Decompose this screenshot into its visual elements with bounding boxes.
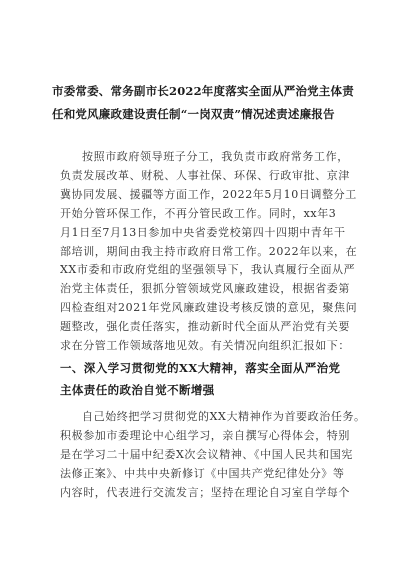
paragraph-1-line-11: 求在分管工作领域落地见效。有关情况向组织汇报如下： — [60, 339, 350, 352]
paragraph-1-line-4: 开始分管环保工作，不再分管民政工作。同时，xx年3 — [60, 206, 337, 220]
paragraph-1-line-2: 负责发展改革、财税、人事社保、环保、行政审批、京津 — [60, 168, 350, 182]
paragraph-2-line-1: 自己始终把学习贯彻党的XX大精神作为首要政治任务。 — [82, 410, 366, 423]
paragraph-1-line-6: 部培训，期间由我主持市政府日常工作。2022年以来，在 — [60, 244, 358, 258]
section-heading-1-line-1: 一、深入学习贯彻党的XX大精神，落实全面从严治党 — [60, 361, 341, 375]
section-heading-1-line-2: 主体责任的政治自觉不断增强 — [60, 383, 215, 397]
document-title-line-2: 任和党风廉政建设责任制“一岗双责”情况述责述廉报告 — [52, 107, 335, 121]
paragraph-1-line-8: 治党主体责任，狠抓分管领域党风廉政建设，根据省委第 — [60, 282, 350, 296]
paragraph-1-line-1: 按照市政府领导班子分工，我负责市政府常务工作， — [82, 150, 349, 163]
paragraph-1-line-5: 月1日至7月13日参加中央省委党校第四十四期中青年干 — [60, 225, 346, 239]
paragraph-1-line-9: 四检查组对2021年党风廉政建设考核反馈的意见，聚焦问 — [60, 301, 358, 315]
paragraph-2-line-3: 是在学习二十届中纪委X次会议精神、《中国人民共和国宪 — [60, 447, 353, 461]
paragraph-1-line-10: 题整改，强化责任落实，推动新时代全面从严治党有关要 — [60, 320, 350, 334]
document-title-line-1: 市委常委、常务副市长2022年度落实全面从严治党主体责 — [52, 84, 354, 98]
paragraph-2-line-5: 内容时，代表进行交流发言；坚持在理论自习室自学每个 — [60, 485, 350, 499]
paragraph-1-line-7: XX市委和市政府党组的坚强领导下，我认真履行全面从严 — [60, 263, 356, 277]
paragraph-2-line-4: 法修正案》、中共中央新修订《中国共产党纪律处分》等 — [60, 466, 345, 480]
paragraph-1-line-3: 冀协同发展、援疆等方面工作，2022年5月10日调整分工 — [60, 187, 357, 201]
paragraph-2-line-2: 积极参加市委理论中心组学习，亲自撰写心得体会，特别 — [60, 428, 350, 442]
